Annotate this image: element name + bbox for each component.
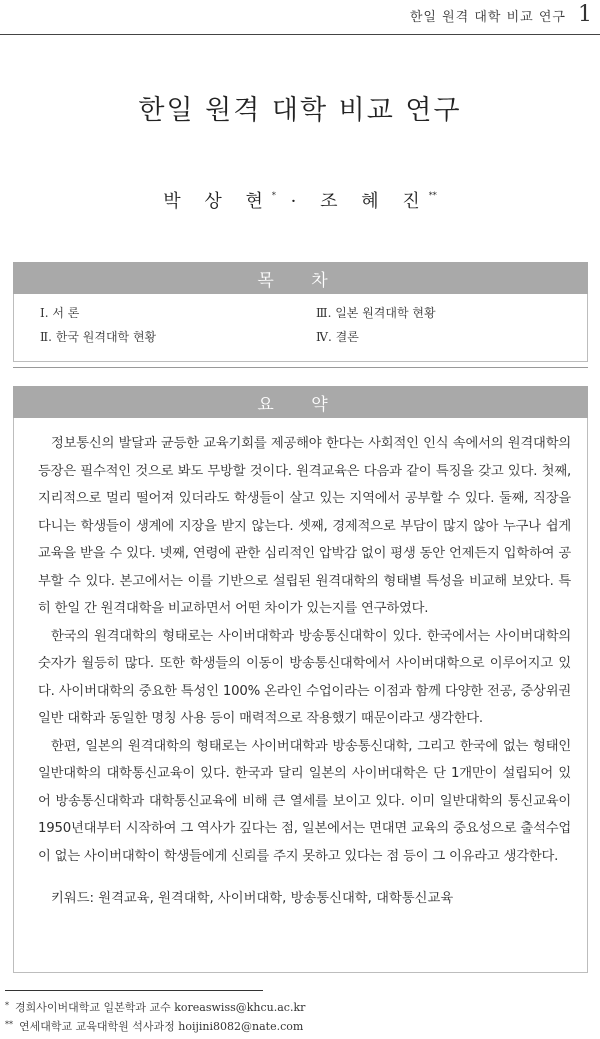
footnote-2-text: 연세대학교 교육대학원 석사과정 hoijini8082@nate.com xyxy=(19,1020,304,1033)
abstract-paragraph-2: 한국의 원격대학의 형태로는 사이버대학과 방송통신대학이 있다. 한국에서는 사이버대학의 숫자가 월등히 많다. 또한 학생들의 이동이 방송통신대학에서 사이버대학으로 이루어지고 있다. 사이버대학의 중요한 특성인 100% 온라인 수업이라는 이점과 함께 다양한 전공, 중상위권 일반 대학과 동일한 명칭 사용 등이 매력적으로 작용했기 때문이라고 생각한다. xyxy=(38,628,571,726)
toc-item-3[interactable]: Ⅲ. 일본 원격대학 현황 xyxy=(316,306,436,320)
toc-item-4[interactable]: Ⅳ. 결론 xyxy=(316,330,359,344)
footnote-2-mark: ** xyxy=(5,1020,13,1029)
abstract-paragraph-3: 한편, 일본의 원격대학의 형태로는 사이버대학과 방송통신대학, 그리고 한국에 없는 형태인 일반대학의 대학통신교육이 있다. 한국과 달리 일본의 사이버대학은 단 1개만이 설립되어 있어 방송통신대학과 대학통신교육에 비해 큰 열세를 보이고 있다. 이미 일반대학의 통신교육이 1950년대부터 시작하여 그 역사가 깊다는 점, 일본에서는 면대면 교육의 중요성으로 출석수업이 없는 사이버대학이 학생들에게 신뢰를 주지 못하고 있다는 점 등이 그 이유라고 생각한다. xyxy=(38,738,571,864)
footnote-2 xyxy=(5,1018,303,1034)
abstract-box xyxy=(13,418,588,973)
toc-item-1[interactable]: Ⅰ. 서 론 xyxy=(40,306,80,320)
author-1-mark: * xyxy=(271,191,276,200)
author-2-mark: ** xyxy=(428,191,437,200)
footnote-rule xyxy=(5,990,263,991)
author-1: 박 상 현 xyxy=(163,191,272,212)
author-separator: · xyxy=(290,191,306,212)
page-number: 1 xyxy=(578,2,592,27)
paper-title: 한일 원격 대학 비교 연구 xyxy=(138,95,462,126)
header-rule xyxy=(0,34,600,35)
author-2: 조 혜 진 xyxy=(320,191,429,212)
running-header xyxy=(410,2,592,32)
keywords: 키워드: 원격교육, 원격대학, 사이버대학, 방송통신대학, 대학통신교육 xyxy=(51,891,454,906)
author-line xyxy=(0,187,600,213)
toc-item-2[interactable]: Ⅱ. 한국 원격대학 현황 xyxy=(40,330,157,344)
abstract-heading: 요 약 xyxy=(13,386,588,418)
footnote-1-mark: * xyxy=(5,1001,9,1010)
abstract-paragraph-1: 정보통신의 발달과 균등한 교육기회를 제공해야 한다는 사회적인 인식 속에서의 원격대학의 등장은 필수적인 것으로 봐도 무방할 것이다. 원격교육은 다음과 같이 특징을 갖고 있다. 첫째, 지리적으로 멀리 떨어져 있더라도 학생들이 살고 있는 지역에서 공부할 수 있다. 둘째, 직장을 다니는 학생들이 생계에 지장을 받지 않는다. 셋째, 경제적으로 부담이 많지 않아 누구나 쉽게 교육을 받을 수 있다. 넷째, 연령에 관한 심리적인 압박감 없이 평생 동안 언제든지 입학하여 공부할 수 있다. 본고에서는 이를 기반으로 설립된 원격대학의 형태별 특성을 비교해 보았다. 특히 한일 간 원격대학을 비교하면서 어떤 차이가 있는지를 연구하였다. xyxy=(38,436,571,616)
footnote-1 xyxy=(5,999,305,1015)
toc-box xyxy=(13,294,588,362)
toc-divider xyxy=(13,367,588,368)
toc-heading: 목 차 xyxy=(13,262,588,294)
running-title: 한일 원격 대학 비교 연구 xyxy=(409,10,566,25)
footnote-1-text: 경희사이버대학교 일본학과 교수 koreaswiss@khcu.ac.kr xyxy=(15,1001,306,1014)
